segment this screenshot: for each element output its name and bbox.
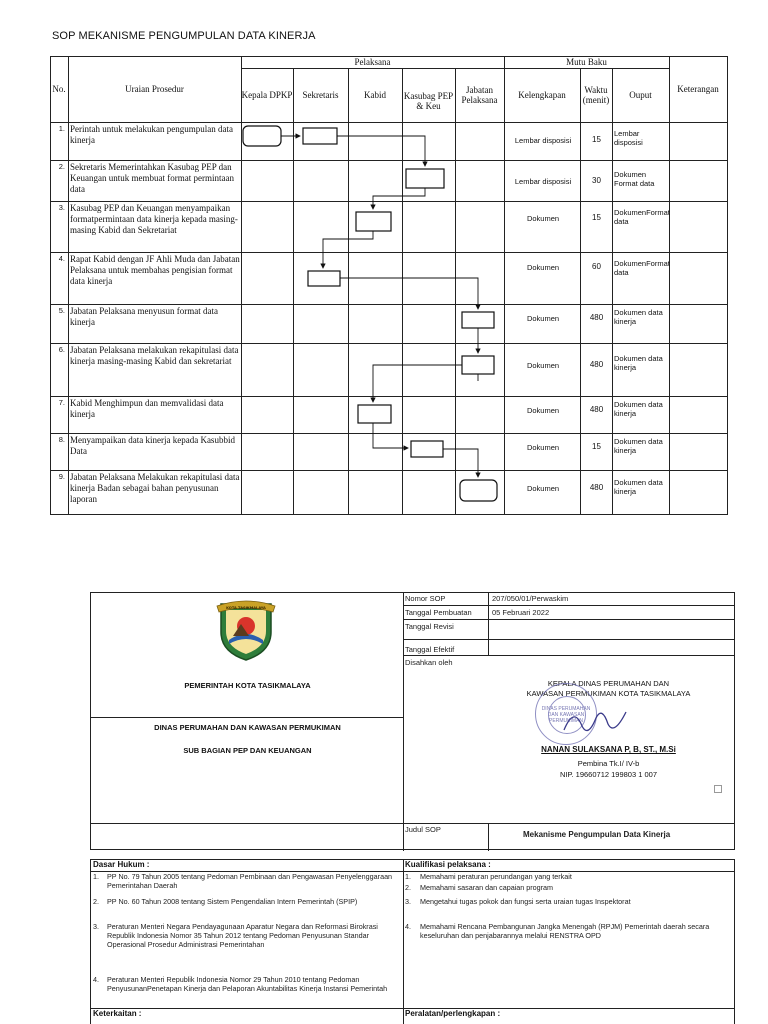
field-value-tanggal-pembuatan: 05 Februari 2022 bbox=[492, 608, 550, 617]
row-kelengkapan: Dokumen bbox=[526, 314, 560, 323]
field-label-nomor: Nomor SOP bbox=[405, 594, 446, 603]
row-number: 1. bbox=[58, 124, 65, 133]
row-output: DokumenFormat data bbox=[614, 208, 670, 227]
row-procedure: Menyampaikan data kinerja kepada Kasubbid Data bbox=[70, 435, 235, 456]
row-output: Dokumen data kinerja bbox=[614, 478, 663, 497]
flow-connector bbox=[340, 278, 478, 309]
law-number: 4. bbox=[93, 975, 99, 984]
judul-value: Mekanisme Pengumpulan Data Kinerja bbox=[523, 830, 671, 839]
qualification-number: 4. bbox=[405, 922, 411, 931]
row-number: 7. bbox=[58, 398, 65, 407]
row-number: 2. bbox=[58, 162, 65, 171]
row-number: 5. bbox=[58, 306, 65, 315]
row-procedure: Kasubag PEP dan Keuangan menyampaikan formatpermintaan data kinerja kepada masing-masing Kabid dan Sekretariat bbox=[70, 203, 238, 235]
flow-connector bbox=[443, 449, 478, 477]
subdept-name: SUB BAGIAN PEP DAN KEUANGAN bbox=[183, 746, 312, 755]
row-output: Dokumen Format data bbox=[614, 170, 655, 189]
row-kelengkapan: Dokumen bbox=[526, 406, 560, 415]
header-uraian: Uraian Prosedur bbox=[125, 83, 184, 94]
row-procedure: Jabatan Pelaksana melakukan rekapitulasi data kinerja masing-masing Kabid dan sekretariat bbox=[70, 345, 239, 366]
flow-step-7 bbox=[358, 405, 391, 423]
peralatan-title: Peralatan/perlengkapan : bbox=[405, 1009, 501, 1018]
flow-connector bbox=[373, 188, 425, 209]
approver-title-1: KEPALA DINAS PERUMAHAN DAN bbox=[547, 679, 670, 688]
header-kabid: Kabid bbox=[364, 89, 386, 100]
flow-terminator-end bbox=[460, 480, 497, 501]
field-label-tanggal-efektif: Tanggal Efektif bbox=[405, 645, 455, 654]
logo-text: KOTA TASIKMALAYA bbox=[226, 606, 266, 610]
header-kasubag: Kasubag PEP & Keu bbox=[403, 90, 454, 111]
row-waktu: 480 bbox=[589, 313, 604, 322]
law-number: 2. bbox=[93, 897, 99, 906]
row-procedure: Jabatan Pelaksana menyusun format data kinerja bbox=[70, 306, 218, 327]
flow-connector bbox=[373, 365, 462, 402]
row-procedure: Perintah untuk melakukan pengumpulan data kinerja bbox=[70, 124, 233, 145]
header-sekretaris: Sekretaris bbox=[302, 89, 339, 100]
row-kelengkapan: Lembar disposisi bbox=[514, 177, 572, 186]
stamp-text: DINAS PERUMAHAN DAN KAWASAN PERMUKIMAN bbox=[541, 706, 591, 724]
flowchart bbox=[50, 56, 728, 515]
qualification-item: Memahami Rencana Pembangunan Jangka Menengah (RPJM) Pemerintah daerah secara keseluruhan dan penjabarannya melalui RENSTRA OPD bbox=[420, 922, 710, 940]
flow-step-2 bbox=[406, 169, 444, 188]
header-pelaksana: Pelaksana bbox=[354, 56, 391, 67]
row-number: 8. bbox=[58, 435, 65, 444]
signature-mark bbox=[560, 700, 635, 740]
row-procedure: Kabid Menghimpun dan memvalidasi data kinerja bbox=[70, 398, 224, 419]
qualification-number: 1. bbox=[405, 872, 411, 881]
flow-connector bbox=[373, 423, 408, 448]
header-keterangan: Keterangan bbox=[677, 83, 719, 94]
field-value-nomor: 207/050/01/Perwaskim bbox=[492, 594, 569, 603]
row-waktu: 15 bbox=[592, 442, 601, 451]
qualification-item: Mengetahui tugas pokok dan fungsi serta uraian tugas Inspektorat bbox=[420, 897, 631, 906]
flow-step-5 bbox=[462, 312, 494, 328]
gov-name: PEMERINTAH KOTA TASIKMALAYA bbox=[184, 681, 311, 690]
row-number: 3. bbox=[58, 203, 65, 212]
row-kelengkapan: Dokumen bbox=[526, 214, 560, 223]
kualifikasi-title: Kualifikasi pelaksana : bbox=[405, 860, 491, 869]
dept-name: DINAS PERUMAHAN DAN KAWASAN PERMUKIMAN bbox=[154, 723, 341, 732]
header-kelengkapan: Kelengkapan bbox=[518, 89, 566, 100]
law-item: PP No. 79 Tahun 2005 tentang Pedoman Pembinaan dan Pengawasan Penyelenggaraan Pemerintahan Daerah bbox=[107, 872, 393, 890]
flow-step-8 bbox=[411, 441, 443, 457]
qualification-number: 2. bbox=[405, 883, 411, 892]
law-number: 3. bbox=[93, 922, 99, 931]
row-procedure: Sekretaris Memerintahkan Kasubag PEP dan Keuangan untuk membuat format permintaan data bbox=[70, 162, 234, 194]
law-item: Peraturan Menteri Negara Pendayagunaan Aparatur Negara dan Reformasi Birokrasi Republik Indonesia Nomor 35 Tahun 2012 tentang Pedoman Penyusunan Standar Operasional Prosedur Administrasi Pemerintahan bbox=[107, 922, 378, 949]
approver-name: NANAN SULAKSANA P, B, ST., M.Si bbox=[541, 745, 676, 754]
approver-nip: NIP. 19660712 199803 1 007 bbox=[559, 770, 658, 779]
row-output: Dokumen data kinerja bbox=[614, 400, 663, 419]
row-output: Dokumen data kinerja bbox=[614, 437, 663, 456]
row-kelengkapan: Dokumen bbox=[526, 484, 560, 493]
dasar-hukum-title: Dasar Hukum : bbox=[93, 860, 150, 869]
flow-step-6 bbox=[462, 356, 494, 374]
header-output: Ouput bbox=[629, 89, 652, 100]
approver-title-2: KAWASAN PERMUKIMAN KOTA TASIKMALAYA bbox=[526, 689, 691, 698]
row-kelengkapan: Dokumen bbox=[526, 443, 560, 452]
page-title: SOP MEKANISME PENGUMPULAN DATA KINERJA bbox=[52, 30, 316, 42]
qualification-item: Memahami sasaran dan capaian program bbox=[420, 883, 554, 892]
row-kelengkapan: Dokumen bbox=[526, 263, 560, 272]
field-label-tanggal-pembuatan: Tanggal Pembuatan bbox=[405, 608, 472, 617]
header-jabatan: Jabatan Pelaksana bbox=[461, 84, 498, 105]
law-item: Peraturan Menteri Republik Indonesia Nomor 29 Tahun 2010 tentang Pedoman PenyusunanPenetapan Kinerja dan Pelaporan Akuntabilitas Kinerja Instansi Pemerintah bbox=[107, 975, 388, 993]
checkbox[interactable] bbox=[714, 785, 722, 793]
qualification-item: Memahami peraturan perundangan yang terkait bbox=[420, 872, 572, 881]
row-waktu: 15 bbox=[592, 213, 601, 222]
field-label-disahkan: Disahkan oleh bbox=[405, 658, 453, 667]
flow-connector bbox=[337, 136, 425, 166]
row-procedure: Rapat Kabid dengan JF Ahli Muda dan Jabatan Pelaksana untuk membahas pengisian format data kinerja bbox=[70, 254, 240, 286]
row-waktu: 480 bbox=[589, 405, 604, 414]
keterkaitan-title: Keterkaitan : bbox=[93, 1009, 142, 1018]
sop-flow-table bbox=[50, 56, 728, 515]
row-output: DokumenFormat data bbox=[614, 259, 670, 278]
law-item: PP No. 60 Tahun 2008 tentang Sistem Pengendalian Intern Pemerintah (SPIP) bbox=[107, 897, 358, 906]
judul-label: Judul SOP bbox=[405, 825, 441, 834]
flow-step-1 bbox=[303, 128, 337, 144]
flow-step-3 bbox=[356, 212, 391, 231]
row-kelengkapan: Lembar disposisi bbox=[514, 136, 572, 145]
row-waktu: 15 bbox=[592, 135, 601, 144]
header-no: No. bbox=[52, 83, 66, 94]
city-emblem-logo bbox=[213, 598, 279, 664]
row-waktu: 480 bbox=[589, 360, 604, 369]
row-number: 6. bbox=[58, 345, 65, 354]
row-output: Dokumen data kinerja bbox=[614, 308, 663, 327]
law-number: 1. bbox=[93, 872, 99, 881]
field-label-tanggal-revisi: Tanggal Revisi bbox=[405, 622, 454, 631]
row-number: 4. bbox=[58, 254, 65, 263]
flow-terminator-start bbox=[243, 126, 281, 146]
approver-rank: Pembina Tk.I/ IV-b bbox=[577, 759, 640, 768]
row-waktu: 30 bbox=[592, 176, 601, 185]
qualification-number: 3. bbox=[405, 897, 411, 906]
row-waktu: 480 bbox=[589, 483, 604, 492]
header-waktu: Waktu (menit) bbox=[582, 84, 610, 105]
row-number: 9. bbox=[58, 472, 65, 481]
row-procedure: Jabatan Pelaksana Melakukan rekapitulasi data kinerja Badan sebagai bahan penyusunan laporan bbox=[70, 472, 240, 504]
flow-step-4 bbox=[308, 271, 340, 286]
header-mutu-baku: Mutu Baku bbox=[566, 56, 607, 67]
row-output: Lembar disposisi bbox=[614, 129, 643, 148]
row-kelengkapan: Dokumen bbox=[526, 361, 560, 370]
row-output: Dokumen data kinerja bbox=[614, 354, 663, 373]
flow-connector bbox=[323, 231, 373, 268]
header-kepala: Kepala DPKP bbox=[241, 89, 293, 100]
row-waktu: 60 bbox=[592, 262, 601, 271]
